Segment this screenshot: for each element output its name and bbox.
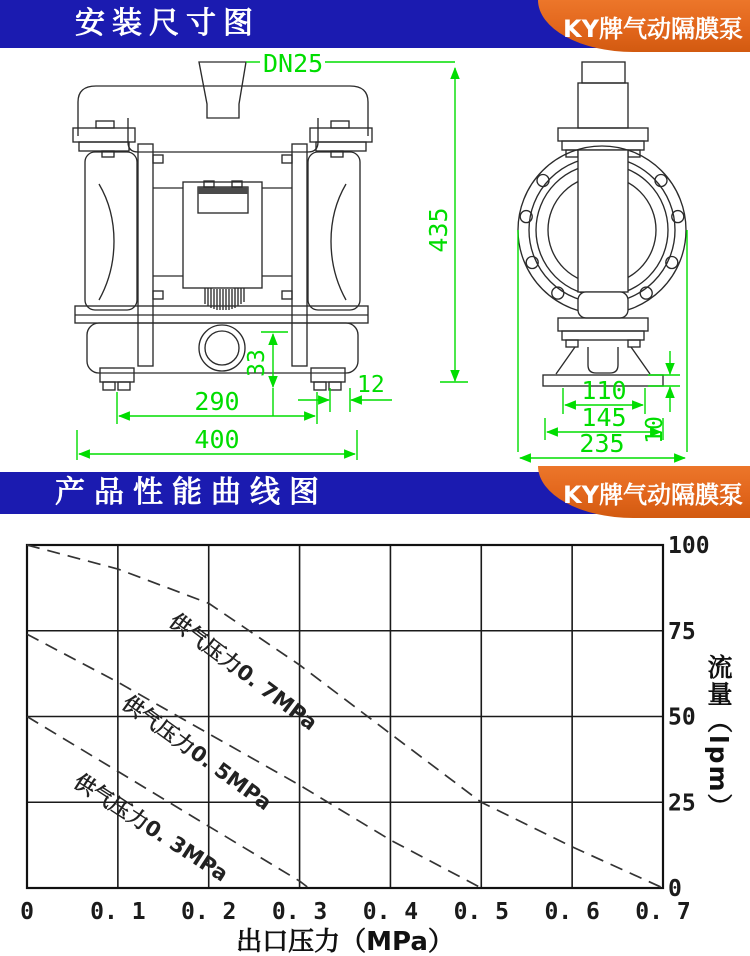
x-tick-label: 0. 3 xyxy=(271,899,328,925)
performance-chart xyxy=(0,518,750,956)
curve-section-title: 产品性能曲线图 xyxy=(55,475,328,510)
dim-bolt-span-110: 110 xyxy=(581,376,627,405)
x-tick-label: 0. 7 xyxy=(635,899,691,925)
curve-label: 供气压力0. 5MPa xyxy=(117,690,277,816)
curve-label: 供气压力0. 7MPa xyxy=(164,608,322,736)
dim-total-depth-235: 235 xyxy=(579,429,625,458)
y-tick-label: 0 xyxy=(668,876,682,902)
dim-height-435: 435 xyxy=(424,207,453,253)
dim-base-thickness-10: 10 xyxy=(642,416,668,444)
y-tick-label: 25 xyxy=(668,790,696,817)
x-tick-label: 0. 2 xyxy=(181,899,237,925)
pump-side-view xyxy=(518,62,686,386)
install-section-title: 安装尺寸图 xyxy=(75,6,260,41)
dim-port-height-33: 33 xyxy=(244,349,270,377)
curve-label: 供气压力0. 3MPa xyxy=(69,769,233,887)
port-size-label: DN25 xyxy=(263,49,324,78)
x-tick-label: 0 xyxy=(20,899,34,925)
x-tick-label: 0. 4 xyxy=(362,899,419,925)
pump-front-view xyxy=(73,62,372,390)
dim-foot-span-290: 290 xyxy=(194,387,240,416)
dim-total-width-400: 400 xyxy=(194,425,240,454)
dim-base-span-145: 145 xyxy=(581,403,627,432)
y-tick-label: 50 xyxy=(668,704,696,731)
dim-foot-offset-12: 12 xyxy=(357,372,385,398)
x-tick-label: 0. 5 xyxy=(453,899,509,925)
front-view-dimensions xyxy=(77,49,468,460)
installation-drawing xyxy=(0,48,750,468)
y-tick-label: 75 xyxy=(668,618,696,645)
y-axis-title: 流量（lpm） xyxy=(704,654,733,821)
x-axis-title: 出口压力（MPa） xyxy=(236,927,454,956)
brand-badge-label: KY牌气动隔膜泵 xyxy=(563,480,743,509)
y-tick-label: 100 xyxy=(668,533,710,559)
x-tick-label: 0. 1 xyxy=(90,899,146,925)
brand-badge-label: KY牌气动隔膜泵 xyxy=(563,14,743,43)
x-tick-label: 0. 6 xyxy=(544,899,600,925)
